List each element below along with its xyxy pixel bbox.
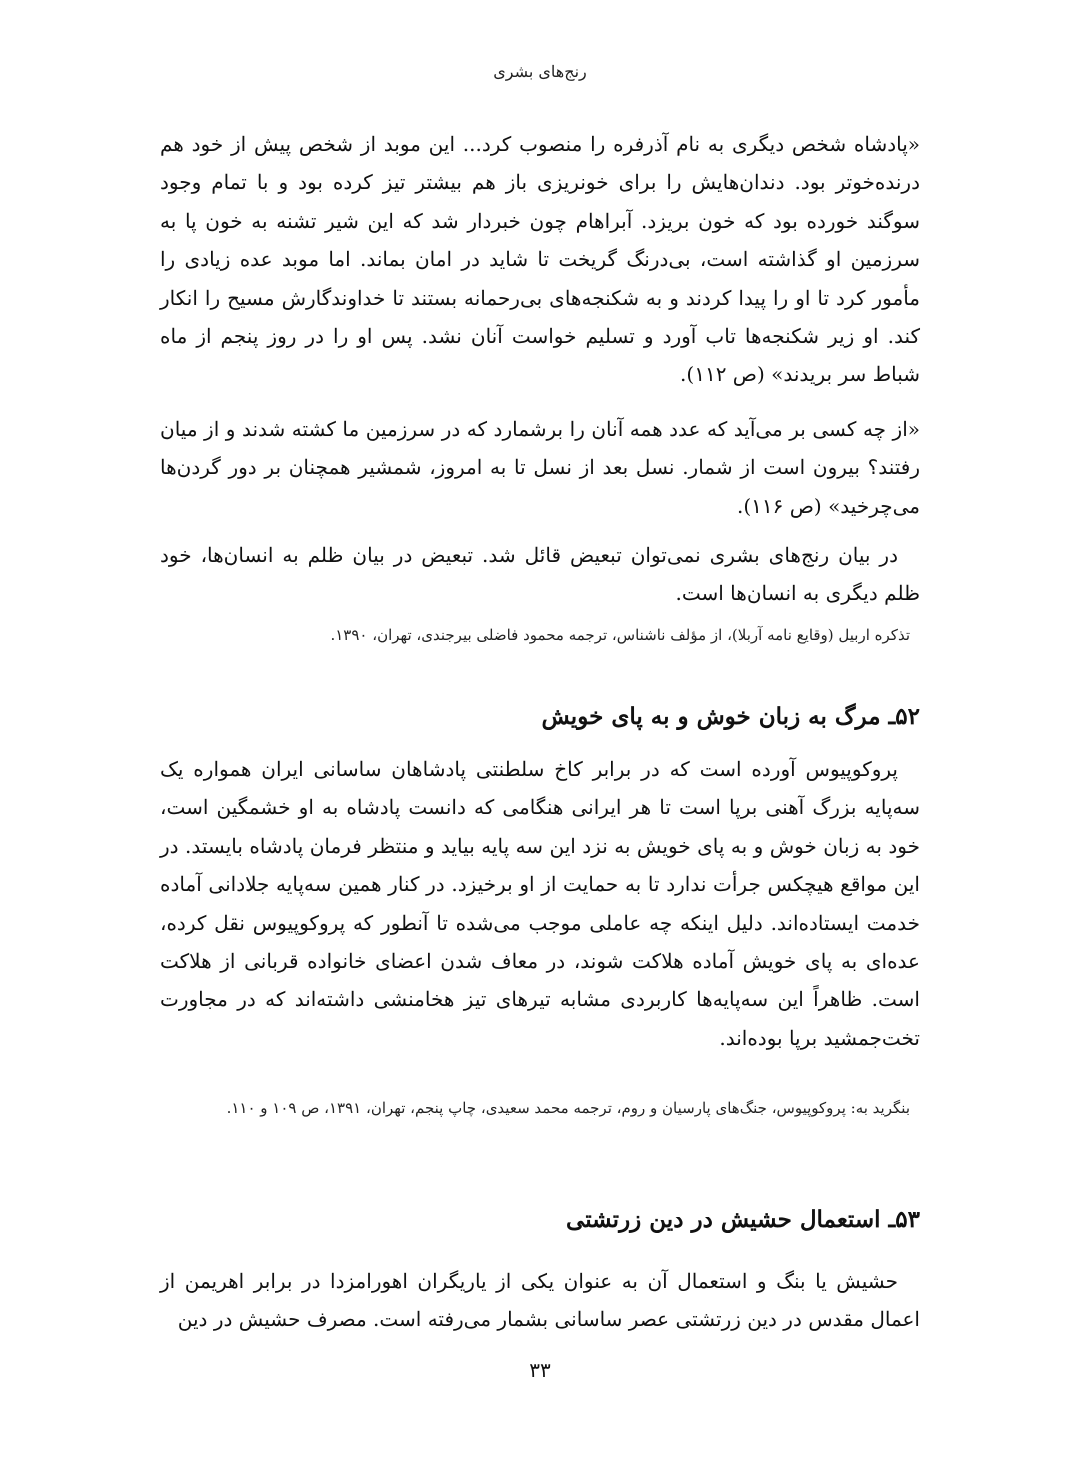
section-52-title: ۵۲ـ مرگ به زبان خوش و به پای خویش bbox=[541, 703, 920, 730]
source-note-1-block bbox=[160, 620, 920, 650]
section-53-paragraph: حشیش یا بنگ و استعمال آن به عنوان یکی از یاریگران اهورامزدا در برابر اهریمن از اعمال مقدس در دین زرتشتی عصر ساسانی بشمار می‌رفته است. مصرف حشیش در دین bbox=[160, 1269, 920, 1332]
source-note-2-block bbox=[160, 1093, 920, 1123]
source-note-2: بنگرید به: پروکوپیوس، جنگ‌های پارسیان و روم، ترجمه محمد سعیدی، چاپ پنجم، تهران، ۱۳۹۱، ص ۱۰۹ و ۱۱۰. bbox=[226, 1099, 910, 1117]
running-header: رنج‌های بشری bbox=[493, 62, 587, 81]
section-53-heading-block bbox=[160, 1203, 920, 1237]
quote-block-1 bbox=[160, 125, 920, 394]
commentary-paragraph: در بیان رنج‌های بشری نمی‌توان تبعیض قائل شد. تبعیض در بیان ظلم به انسان‌ها، خود ظلم دیگری به انسان‌ها است. bbox=[160, 543, 920, 606]
section-52-paragraph: پروکوپیوس آورده است که در برابر کاخ سلطنتی پادشاهان ساسانی ایران همواره یک سه‌پایه بزرگ آهنی برپا است تا هر ایرانی هنگامی که دانست پادشاه به او خشمگین است، خود به زبان خوش و به پای خویش به نزد این سه پایه بیاید و منتظر فرمان پادشاه بایستد. در این مواقع هیچکس جرأت ندارد تا به حمایت از او برخیزد. در کنار همین سه‌پایه جلادانی آماده خدمت ایستاده‌اند. دلیل اینکه چه عاملی موجب می‌شده تا آنطور که پروکوپیوس نقل کرده، عده‌ای به پای خویش آماده هلاکت شوند، در معاف شدن اعضای خانواده قربانی از هلاکت است. ظاهراً این سه‌پایه‌ها کاربردی مشابه تیرهای تیز هخامنشی داشته‌اند که در مجاورت تخت‌جمشید برپا بوده‌اند. bbox=[160, 757, 920, 1050]
quote-paragraph-1: «پادشاه شخص دیگری به نام آذرفره را منصوب کرد... این موبد از شخص پیش از خود هم درنده‌خوتر بود. دندان‌هایش را برای خونریزی باز هم بیشتر تیز کرده بود و با تمام وجود سوگند خورده بود که خون بریزد. آبراهام چون خبردار شد که این شیر تشنه به خون پا به سرزمین او گذاشته است، بی‌درنگ گریخت تا شاید در امان بماند. اما موبد عده زیادی را مأمور کرد تا او را پیدا کردند و به شکنجه‌های بی‌رحمانه بستند تا خداوندگارش مسیح را انکار کند. او زیر شکنجه‌ها تاب آورد و تسلیم خواست آنان نشد. پس او را در روز پنجم از ماه شباط سر بریدند» (ص ۱۱۲). bbox=[160, 132, 920, 387]
source-note-1: تذکره اربیل (وقایع نامه آربلا)، از مؤلف ناشناس، ترجمه محمود فاضلی بیرجندی، تهران، ۱۳۹۰. bbox=[330, 626, 910, 644]
commentary-block bbox=[160, 536, 920, 613]
quote-paragraph-2: «از چه کسی بر می‌آید که عدد همه آنان را برشمارد که در سرزمین ما کشته شدند و از میان رفتند؟ بیرون است از شمار. نسل بعد از نسل تا به امروز، شمشیر همچنان بر دور گردن‌ها می‌چرخید» (ص ۱۱۶). bbox=[160, 417, 920, 518]
quote-block-2 bbox=[160, 410, 920, 525]
section-53-body-block bbox=[160, 1262, 920, 1339]
section-53-title: ۵۳ـ استعمال حشیش در دین زرتشتی bbox=[566, 1206, 920, 1233]
section-52-body-block bbox=[160, 750, 920, 1057]
section-52-heading-block bbox=[160, 700, 920, 734]
page-number: ۳۳ bbox=[529, 1358, 551, 1382]
